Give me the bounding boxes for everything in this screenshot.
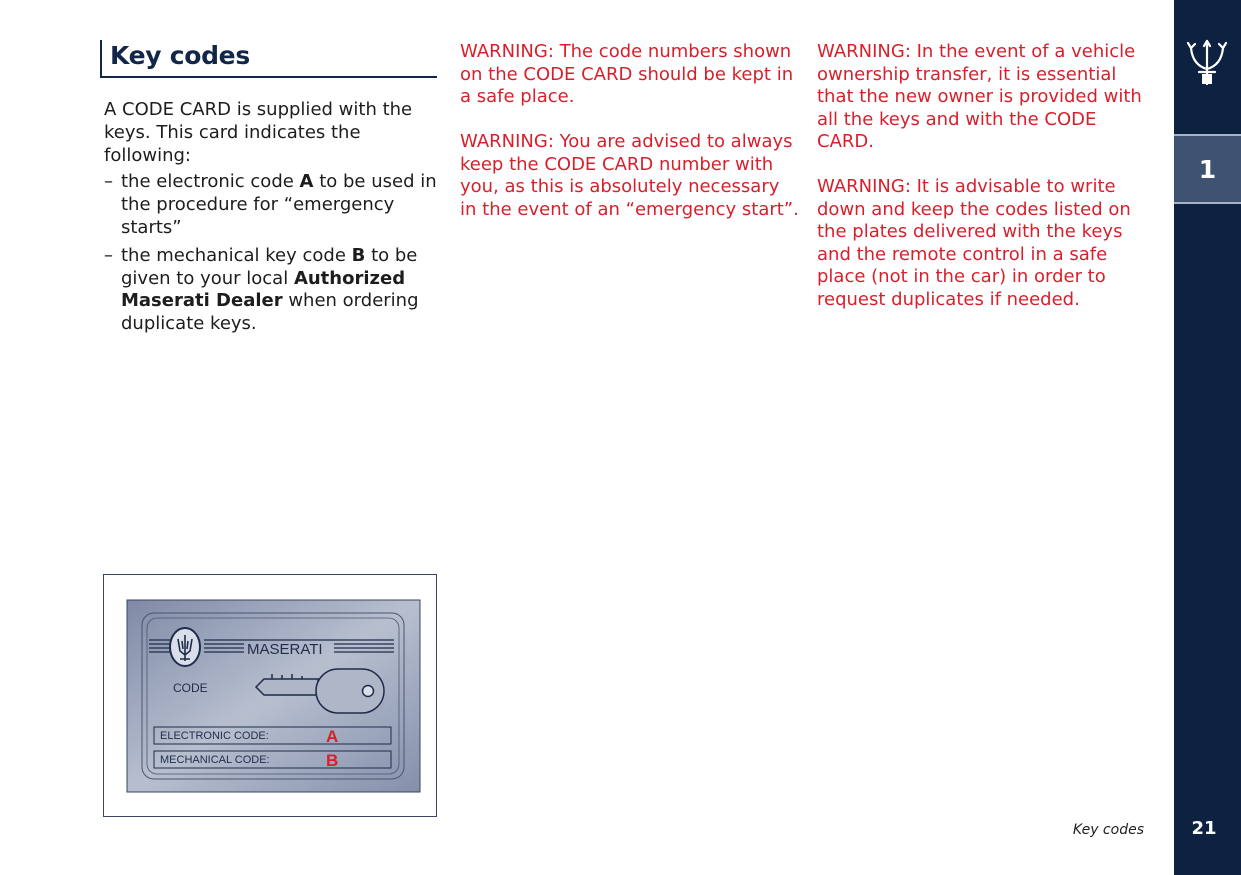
intro-column [104, 99, 444, 341]
logo [1174, 0, 1241, 134]
page-title: Key codes [110, 41, 250, 70]
code-a-letter: A [299, 171, 314, 193]
card-brand: MASERATI [247, 641, 323, 658]
intro-paragraph: A CODE CARD is supplied with the keys. This card indicates the following: [104, 99, 413, 166]
electronic-code-marker: A [326, 727, 339, 746]
trident-icon [1174, 0, 1241, 134]
code-list [104, 171, 444, 336]
warnings-column-2 [460, 41, 800, 244]
footer-title: Key codes [1072, 822, 1144, 838]
warning-text: WARNING: In the event of a vehicle ownership transfer, it is essential that the new owner is provided with all the keys and with the CODE CARD. [817, 41, 1142, 152]
trident-icon [170, 628, 200, 666]
warnings-column-3 [817, 41, 1157, 334]
warning-text: WARNING: The code numbers shown on the CODE CARD should be kept in a safe place. [460, 41, 794, 107]
card-code-label: CODE [173, 681, 208, 695]
code-b-letter: B [351, 244, 366, 266]
section-heading [100, 40, 437, 78]
sidebar-divider [1174, 202, 1241, 204]
mechanical-code-label: MECHANICAL CODE: [160, 754, 270, 766]
code-card-figure [103, 574, 437, 817]
page-number: 21 [1191, 818, 1217, 839]
list-item: – the electronic code A to be used in the procedure for “emergency starts” [104, 171, 437, 238]
warning-text: WARNING: You are advised to always keep the CODE CARD number with you, as this is absolutely necessary in the event of an “emergency start”. [460, 131, 799, 220]
chapter-tab: 1 [1174, 136, 1241, 202]
mechanical-code-marker: B [326, 751, 339, 770]
electronic-code-label: ELECTRONIC CODE: [160, 730, 269, 742]
warning-text: WARNING: It is advisable to write down and keep the codes listed on the plates delivered with the keys and the remote control in a safe place (not in the car) in order to request duplicates if needed. [817, 176, 1131, 310]
code-card-illustration [104, 575, 436, 816]
list-item: – the mechanical key code B to be given to your local Authorized Maserati Dealer when ordering duplicate keys. [104, 244, 419, 335]
dealer-name: Authorized Maserati Dealer [121, 267, 406, 312]
